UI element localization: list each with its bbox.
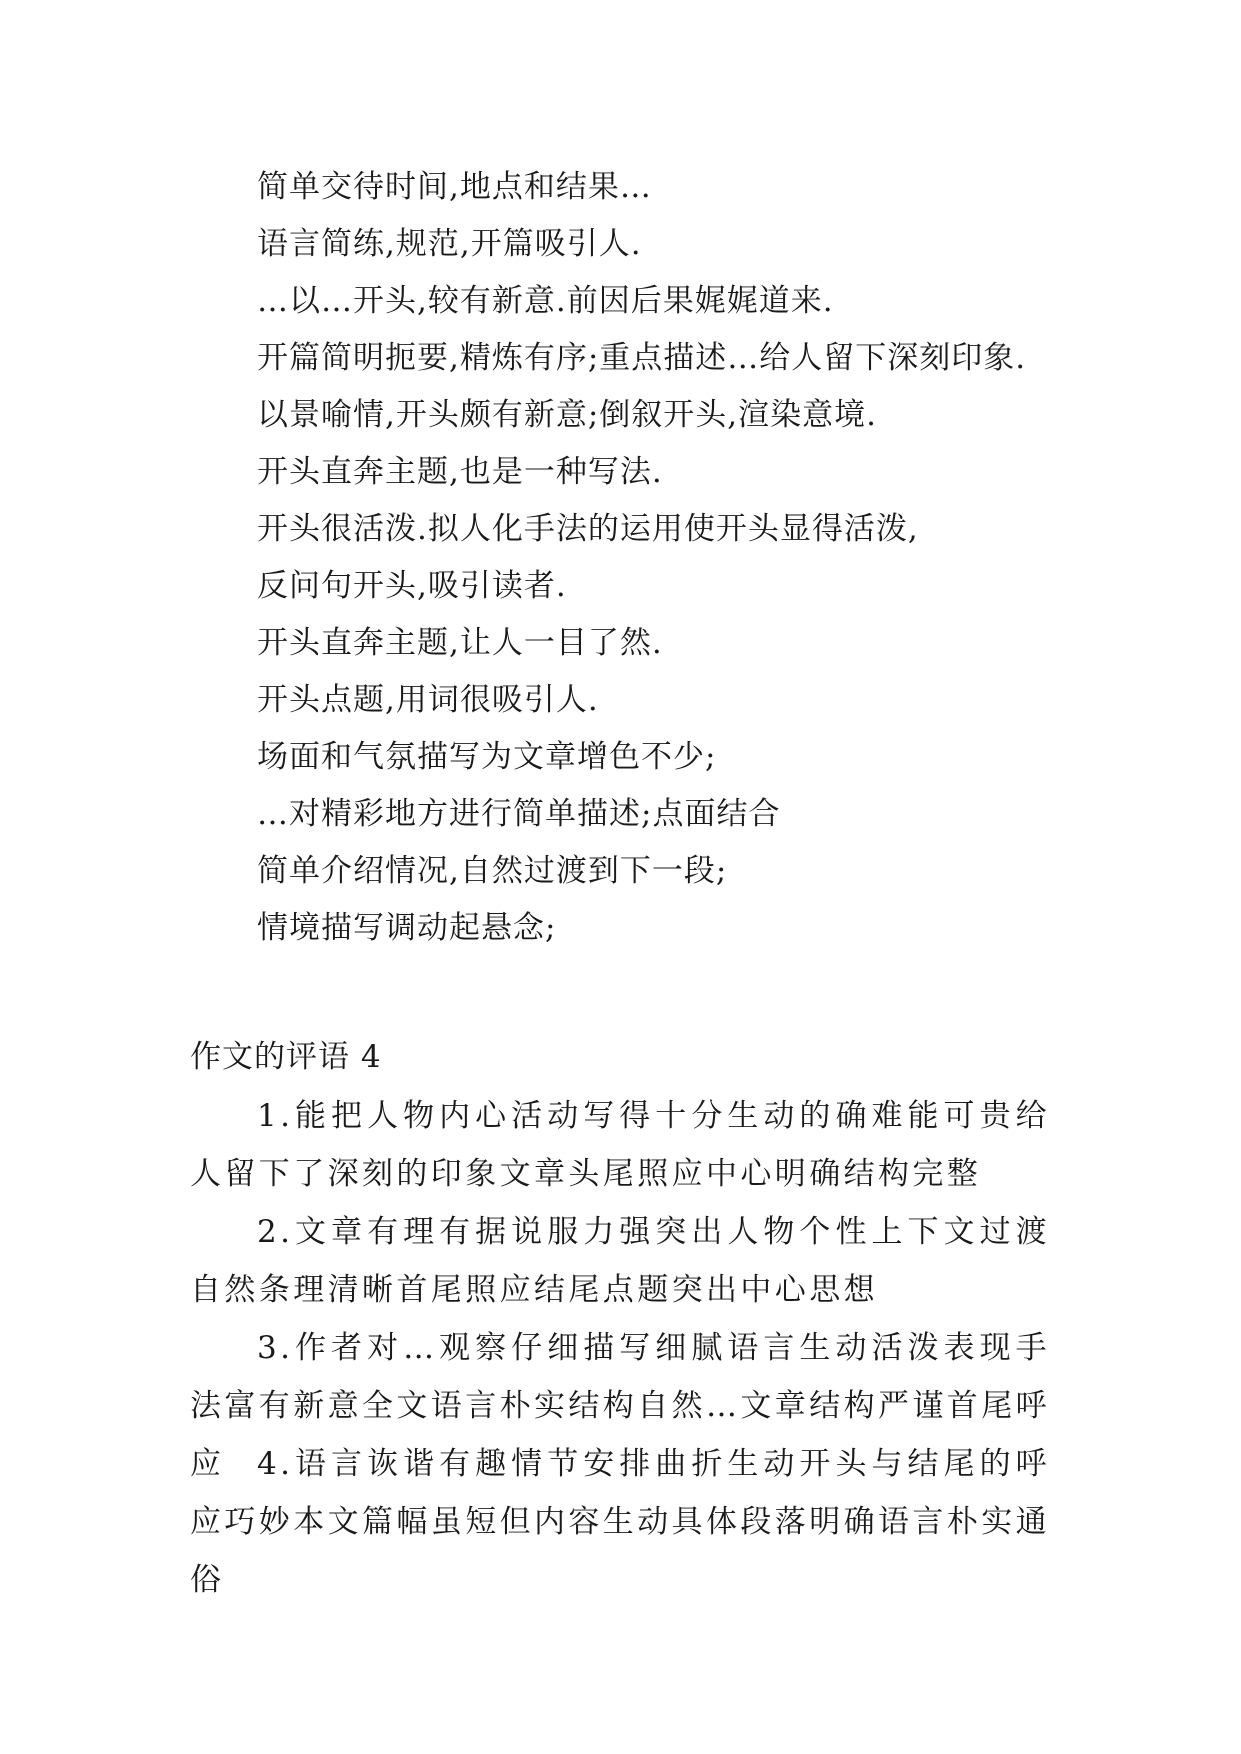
comment-line-13: 简单介绍情况,自然过渡到下一段;: [257, 853, 728, 889]
comment-line-8: 反问句开头,吸引读者.: [257, 568, 567, 604]
comment-paragraph-4: 4.语言诙谐有趣情节安排曲折生动开头与结尾的呼应巧妙本文篇幅虽短但内容生动具体段落明确语言朴实通俗: [190, 1446, 1050, 1598]
comment-line-5: 以景喻情,开头颇有新意;倒叙开头,渲染意境.: [257, 397, 878, 433]
comment-line-10: 开头点题,用词很吸引人.: [257, 682, 599, 718]
comment-line-6: 开头直奔主题,也是一种写法.: [257, 454, 663, 490]
section-title: 作文的评语 4: [190, 1039, 382, 1075]
comment-line-9: 开头直奔主题,让人一目了然.: [257, 625, 663, 661]
comment-line-3: …以…开头,较有新意.前因后果娓娓道来.: [257, 283, 834, 319]
comment-line-14: 情境描写调动起悬念;: [257, 910, 557, 946]
comment-line-12: …对精彩地方进行简单描述;点面结合: [257, 796, 781, 832]
comment-paragraph-2: 2.文章有理有据说服力强突出人物个性上下文过渡自然条理清晰首尾照应结尾点题突出中心思想: [190, 1214, 1050, 1308]
comment-paragraph-1: 1.能把人物内心活动写得十分生动的确难能可贵给人留下了深刻的印象文章头尾照应中心明确结构完整: [190, 1098, 1050, 1192]
comment-line-2: 语言简练,规范,开篇吸引人.: [257, 226, 642, 262]
comment-line-4: 开篇简明扼要,精炼有序;重点描述…给人留下深刻印象.: [257, 340, 1027, 376]
comment-line-7: 开头很活泼.拟人化手法的运用使开头显得活泼,: [257, 511, 919, 547]
comment-line-1: 简单交待时间,地点和结果…: [257, 169, 652, 205]
comment-line-11: 场面和气氛描写为文章增色不少;: [257, 739, 717, 775]
comment-paragraph-3: 3.作者对…观察仔细描写细腻语言生动活泼表现手法富有新意全文语言朴实结构自然…文章结构严谨首尾呼应: [190, 1330, 1050, 1482]
